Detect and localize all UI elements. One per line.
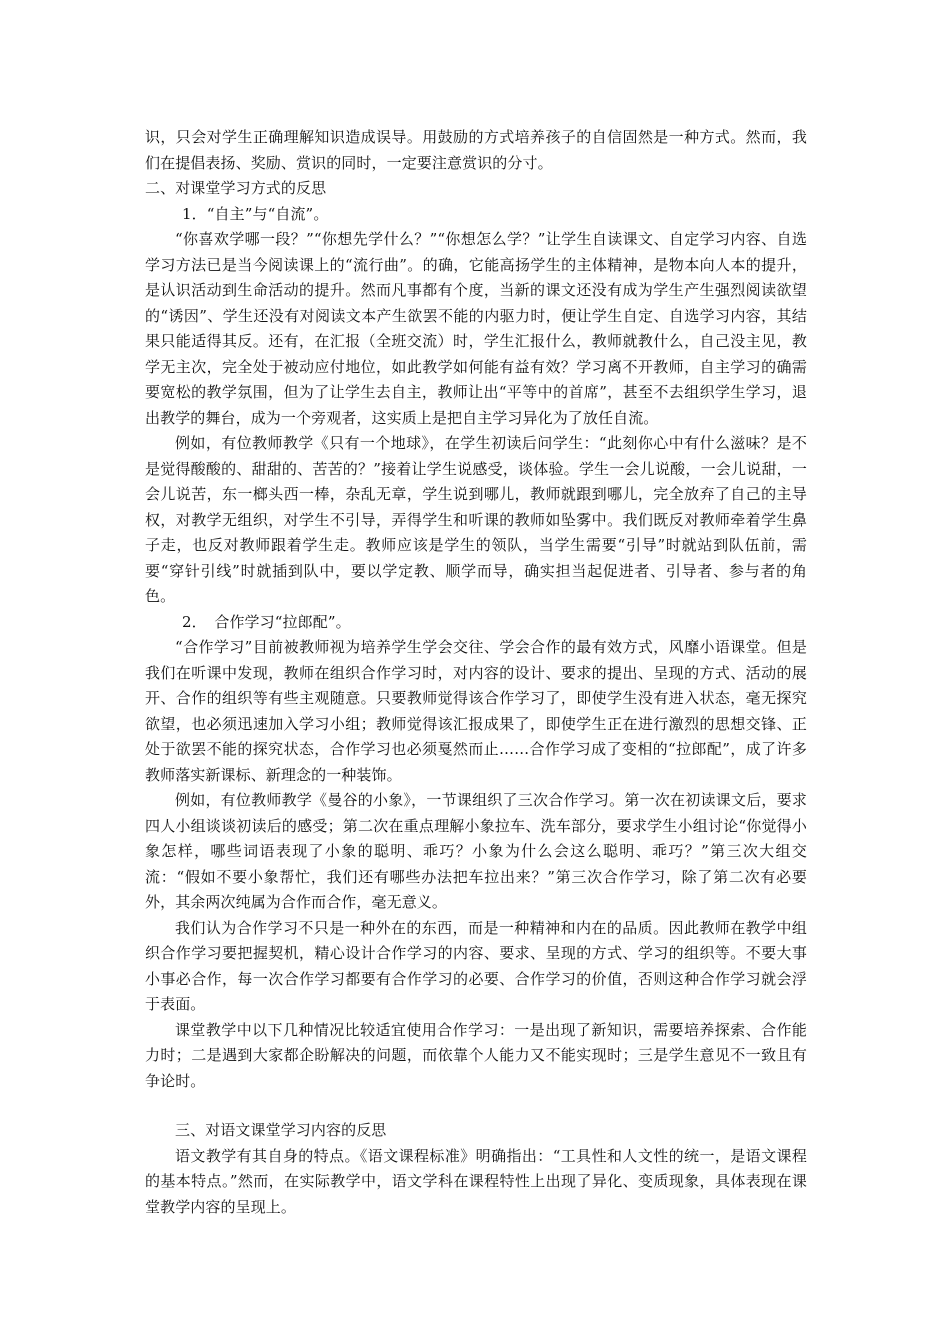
paragraph-body: 语文教学有其自身的特点。《语文课程标准》明确指出：“工具性和人文性的统一，是语文课程的基本特点。”然而，在实际教学中，语文学科在课程特性上出现了异化、变质现象，具体表现在课堂教学内容的呈现上。	[145, 1146, 807, 1216]
section-heading-3: 三、对语文课堂学习内容的反思	[175, 1121, 387, 1139]
paragraph-body: 我们认为合作学习不只是一种外在的东西，而是一种精神和内在的品质。因此教师在教学中组织合作学习要把握契机，精心设计合作学习的内容、要求、呈现的方式、学习的组织等。不要大事小事必合作，每一次合作学习都要有合作学习的必要、合作学习的价值，否则这种合作学习就会浮于表面。	[145, 918, 807, 1013]
spacer	[145, 1094, 807, 1118]
paragraph-body: 例如，有位教师教学《曼谷的小象》，一节课组织了三次合作学习。第一次在初读课文后，要求四人小组谈谈初读后的感受；第二次在重点理解小象拉车、洗车部分，要求学生小组讨论“你觉得小象怎样，哪些词语表现了小象的聪明、乖巧？小象为什么会这么聪明、乖巧？”第三次大组交流：“假如不要小象帮忙，我们还有哪些办法把车拉出来？”第三次合作学习，除了第二次有必要外，其余两次纯属为合作而合作，毫无意义。	[145, 791, 807, 911]
subheading-1: 1．“自主”与“自流”。	[182, 204, 329, 223]
section-heading-2: 二、对课堂学习方式的反思	[145, 179, 327, 197]
subheading-2: 2． 合作学习“拉郎配”。	[182, 612, 351, 631]
document-page	[145, 125, 807, 1220]
paragraph-body: 例如，有位教师教学《只有一个地球》，在学生初读后问学生：“此刻你心中有什么滋味？是不是觉得酸酸的、甜甜的、苦苦的？”接着让学生说感受，谈体验。学生一会儿说酸，一会儿说甜，一会儿说苦，东一榔头西一棒，杂乱无章，学生说到哪儿，教师就跟到哪儿，完全放弃了自己的主导权，对教学无组织，对学生不引导，弄得学生和听课的教师如坠雾中。我们既反对教师牵着学生鼻子走，也反对教师跟着学生走。教师应该是学生的领队，当学生需要“引导”时就站到队伍前，需要“穿针引线”时就插到队中，要以学定教、顺学而导，确实担当起促进者、引导者、参与者的角色。	[145, 434, 807, 605]
paragraph-body: “你喜欢学哪一段？”“你想先学什么？”“你想怎么学？”让学生自读课文、自定学习内容、自选学习方法已是当今阅读课上的“流行曲”。的确，它能高扬学生的主体精神，是物本向人本的提升，是认识活动到生命活动的提升。然而凡事都有个度，当新的课文还没有成为学生产生强烈阅读欲望的“诱因”、学生还没有对阅读文本产生欲罢不能的内驱力时，便让学生自定、自选学习内容，其结果只能适得其反。还有，在汇报（全班交流）时，学生汇报什么，教师就教什么，自己没主见，教学无主次，完全处于被动应付地位，如此教学如何能有益有效？学习离不开教师，自主学习的确需要宽松的教学氛围，但为了让学生去自主，教师让出“平等中的首席”，甚至不去组织学生学习，退出教学的舞台，成为一个旁观者，这实质上是把自主学习异化为了放任自流。	[145, 230, 807, 427]
paragraph-continuation: 识，只会对学生正确理解知识造成误导。用鼓励的方式培养孩子的自信固然是一种方式。然而，我们在提倡表扬、奖励、赏识的同时，一定要注意赏识的分寸。	[145, 128, 807, 172]
paragraph-body: 课堂教学中以下几种情况比较适宜使用合作学习：一是出现了新知识，需要培养探索、合作能力时；二是遇到大家都企盼解决的问题，而依靠个人能力又不能实现时；三是学生意见不一致且有争论时。	[145, 1020, 807, 1090]
paragraph-body: “合作学习”目前被教师视为培养学生学会交往、学会合作的最有效方式，风靡小语课堂。但是我们在听课中发现，教师在组织合作学习时，对内容的设计、要求的提出、呈现的方式、活动的展开、合作的组织等有些主观随意。只要教师觉得该合作学习了，即使学生没有进入状态，毫无探究欲望，也必须迅速加入学习小组；教师觉得该汇报成果了，即使学生正在进行激烈的思想交锋、正处于欲罢不能的探究状态，合作学习也必须戛然而止……合作学习成了变相的“拉郎配”，成了许多教师落实新课标、新理念的一种装饰。	[145, 638, 807, 784]
